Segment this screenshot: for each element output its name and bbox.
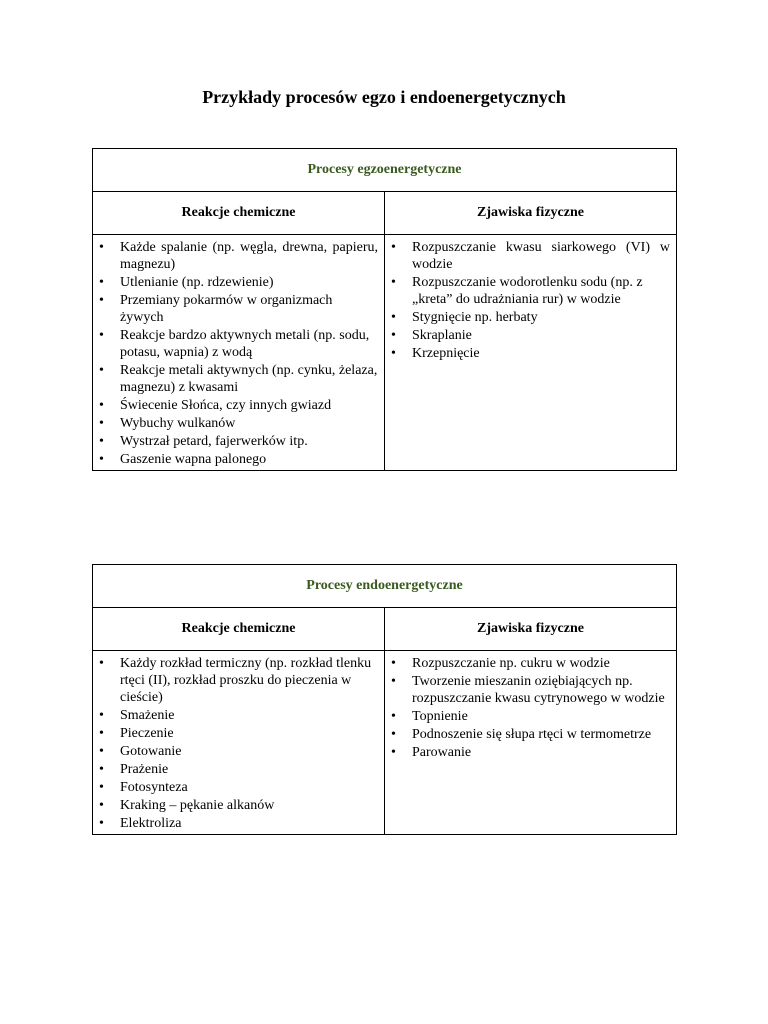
exothermic-physical-header: Zjawiska fizyczne xyxy=(385,192,677,235)
list-item: • Wybuchy wulkanów xyxy=(99,415,378,432)
list-item: • Smażenie xyxy=(99,707,378,724)
endothermic-chemical-header: Reakcje chemiczne xyxy=(93,608,385,651)
list-item: • Pieczenie xyxy=(99,725,378,742)
exothermic-physical-cell xyxy=(385,235,677,471)
list-item: • Reakcje metali aktywnych (np. cynku, żelaza, magnezu) z kwasami xyxy=(99,362,378,396)
list-item: • Przemiany pokarmów w organizmach żywych xyxy=(99,292,378,326)
list-item: • Krzepnięcie xyxy=(391,345,670,362)
endothermic-physical-cell xyxy=(385,651,677,835)
exothermic-physical-list xyxy=(385,235,676,364)
list-item: • Skraplanie xyxy=(391,327,670,344)
endothermic-physical-header: Zjawiska fizyczne xyxy=(385,608,677,651)
endothermic-chemical-cell xyxy=(93,651,385,835)
endothermic-chemical-list xyxy=(93,651,384,834)
endothermic-heading: Procesy endoenergetyczne xyxy=(93,565,677,608)
endothermic-table xyxy=(92,564,677,835)
list-item: • Fotosynteza xyxy=(99,779,378,796)
list-item: • Rozpuszczanie wodorotlenku sodu (np. z „kreta” do udrażniania rur) w wodzie xyxy=(391,274,670,308)
list-item: • Świecenie Słońca, czy innych gwiazd xyxy=(99,397,378,414)
list-item: • Parowanie xyxy=(391,744,670,761)
list-item: • Reakcje bardzo aktywnych metali (np. sodu, potasu, wapnia) z wodą xyxy=(99,327,378,361)
list-item: • Każde spalanie (np. węgla, drewna, papieru, magnezu) xyxy=(99,239,378,273)
exothermic-chemical-cell xyxy=(93,235,385,471)
list-item: • Każdy rozkład termiczny (np. rozkład tlenku rtęci (II), rozkład proszku do pieczenia w cieście) xyxy=(99,655,378,706)
list-item: • Rozpuszczanie np. cukru w wodzie xyxy=(391,655,670,672)
list-item: • Kraking – pękanie alkanów xyxy=(99,797,378,814)
exothermic-heading: Procesy egzoenergetyczne xyxy=(93,149,677,192)
list-item: • Gotowanie xyxy=(99,743,378,760)
list-item: • Elektroliza xyxy=(99,815,378,832)
list-item: • Wystrzał petard, fajerwerków itp. xyxy=(99,433,378,450)
list-item: • Stygnięcie np. herbaty xyxy=(391,309,670,326)
exothermic-chemical-header: Reakcje chemiczne xyxy=(93,192,385,235)
list-item: • Prażenie xyxy=(99,761,378,778)
list-item: • Podnoszenie się słupa rtęci w termometrze xyxy=(391,726,670,743)
list-item: • Utlenianie (np. rdzewienie) xyxy=(99,274,378,291)
endothermic-physical-list xyxy=(385,651,676,763)
list-item: • Gaszenie wapna palonego xyxy=(99,451,378,468)
document-title: Przykłady procesów egzo i endoenergetycznych xyxy=(202,87,566,107)
list-item: • Rozpuszczanie kwasu siarkowego (VI) w wodzie xyxy=(391,239,670,273)
exothermic-table xyxy=(92,148,677,471)
list-item: • Topnienie xyxy=(391,708,670,725)
list-item: • Tworzenie mieszanin oziębiających np. rozpuszczanie kwasu cytrynowego w wodzie xyxy=(391,673,670,707)
exothermic-chemical-list xyxy=(93,235,384,470)
